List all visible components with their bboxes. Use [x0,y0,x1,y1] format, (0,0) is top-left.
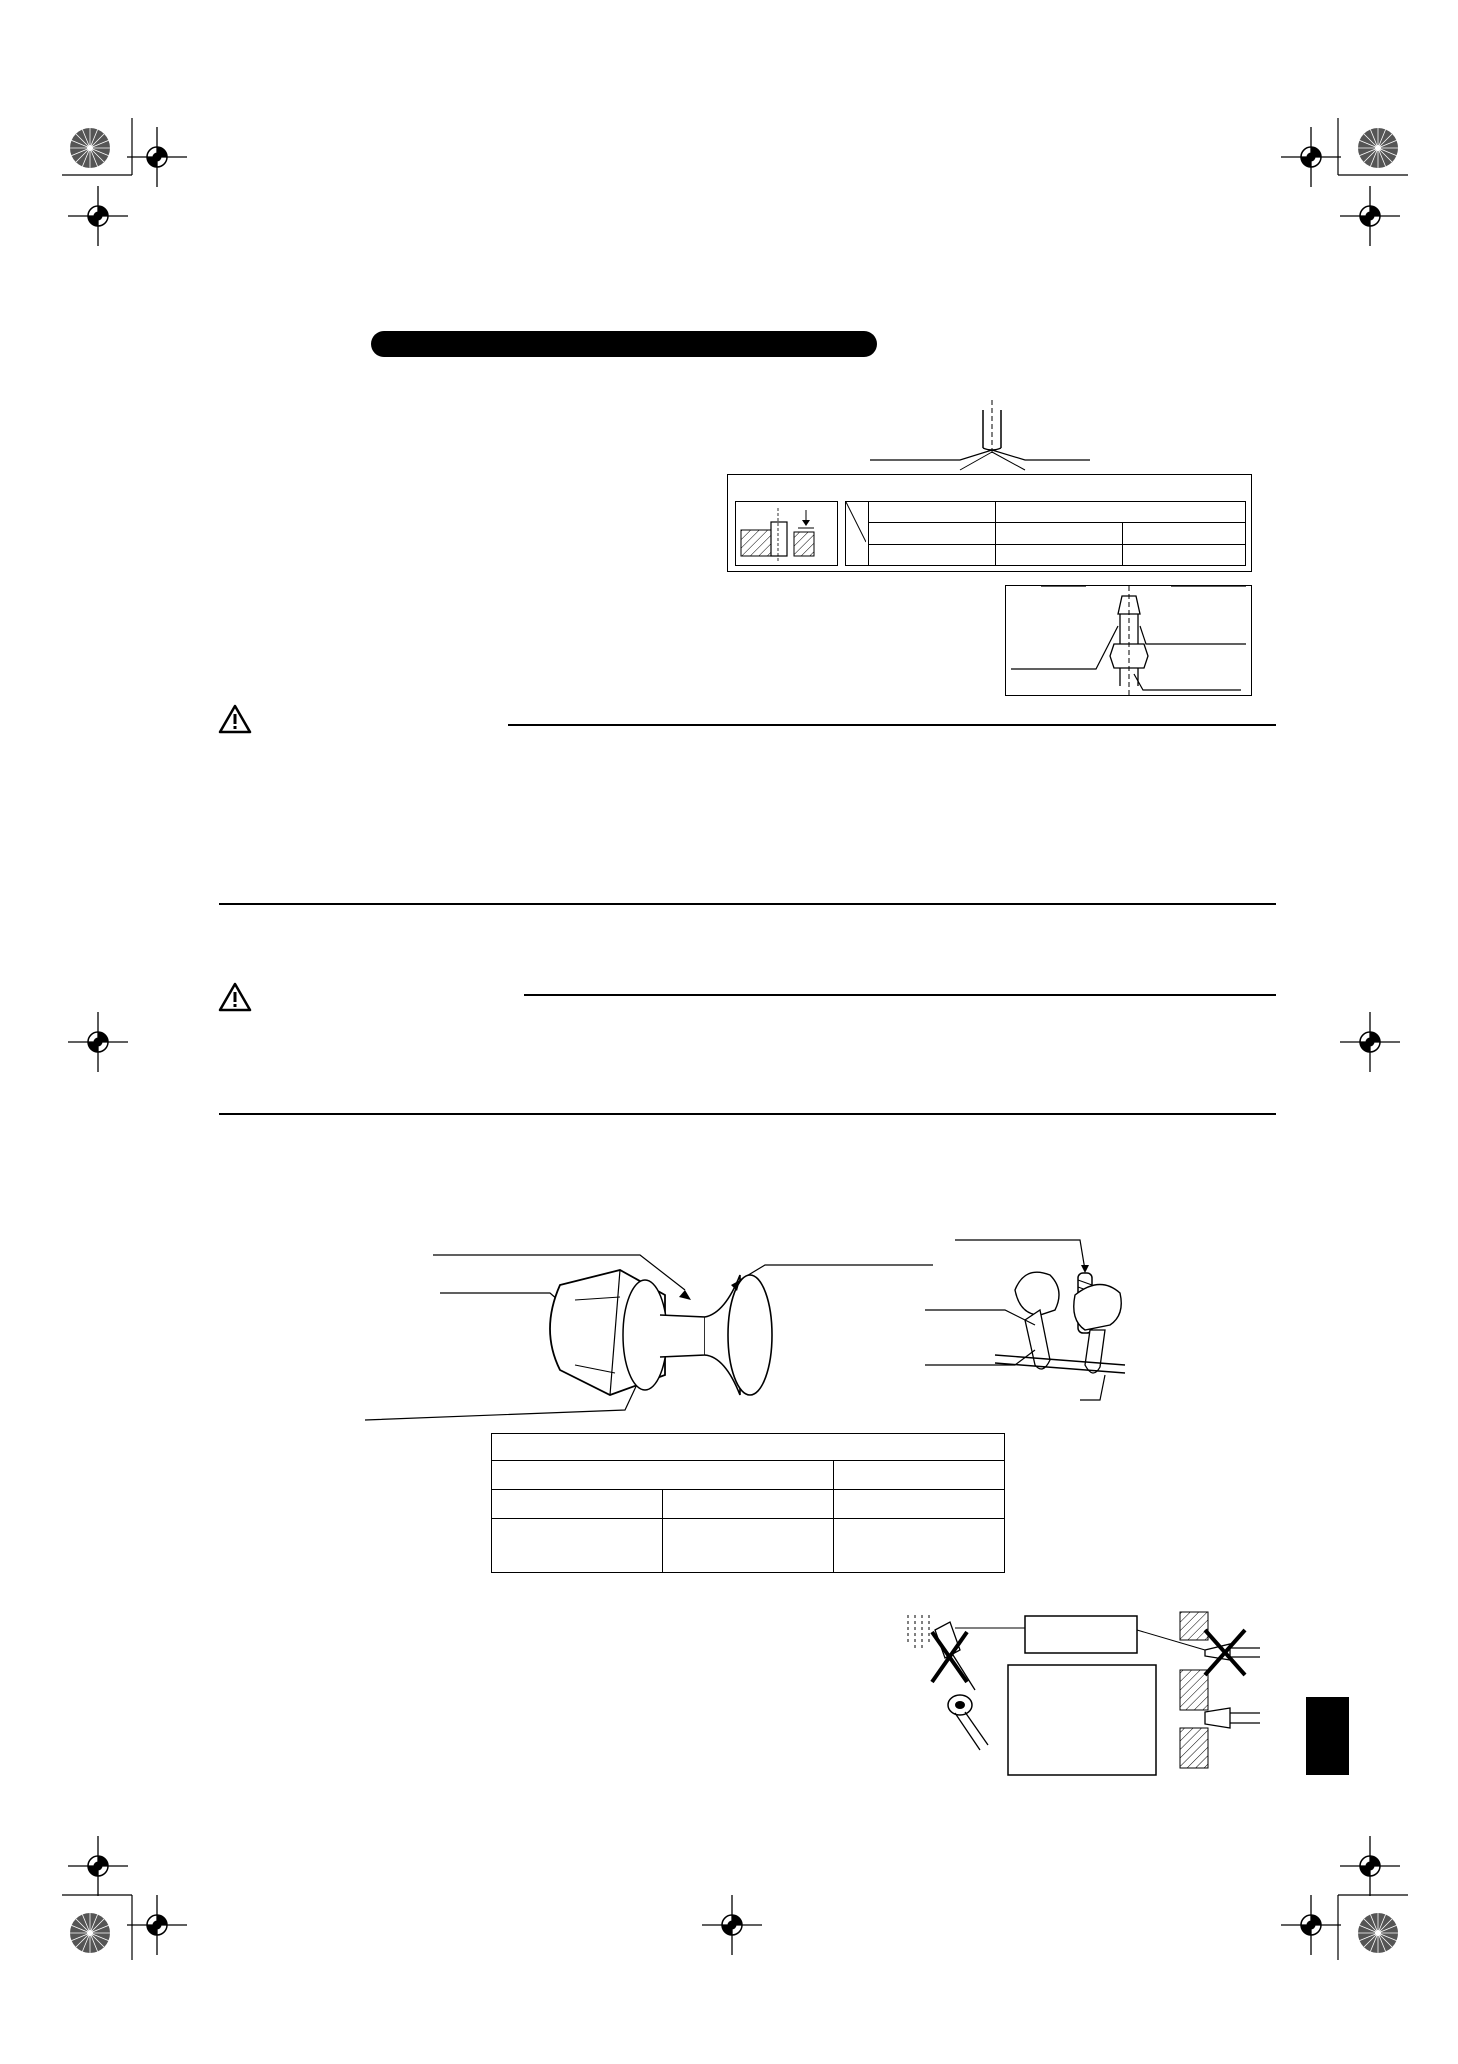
flare-cross-section-icon [736,502,836,564]
section-heading-bar [371,331,877,357]
hex-nut-icon [550,1270,667,1395]
rain-icon [908,1615,929,1650]
warning-1-bottom-rule [219,903,1276,905]
warning-triangle-icon [218,704,252,734]
tightening-torque-table [491,1433,1005,1573]
pipe-illustration [983,400,1001,455]
table-corner-diagonal [846,502,866,562]
flare-nut-connection-illustration [365,1245,945,1425]
flare-dimension-table [845,501,1246,566]
warning-triangle-icon [218,982,252,1012]
warning-2-top-rule [524,994,1276,996]
flare-nut-box [1005,585,1252,696]
flare-storage-illustration [905,1600,1275,1780]
flare-nut-icon [1006,586,1251,695]
warning-1-top-rule [508,724,1276,726]
flare-cross-section-box [735,501,838,566]
chapter-side-tab [1306,1697,1349,1775]
warning-2-bottom-rule [219,1113,1276,1115]
two-wrench-tightening-illustration [925,1235,1175,1405]
